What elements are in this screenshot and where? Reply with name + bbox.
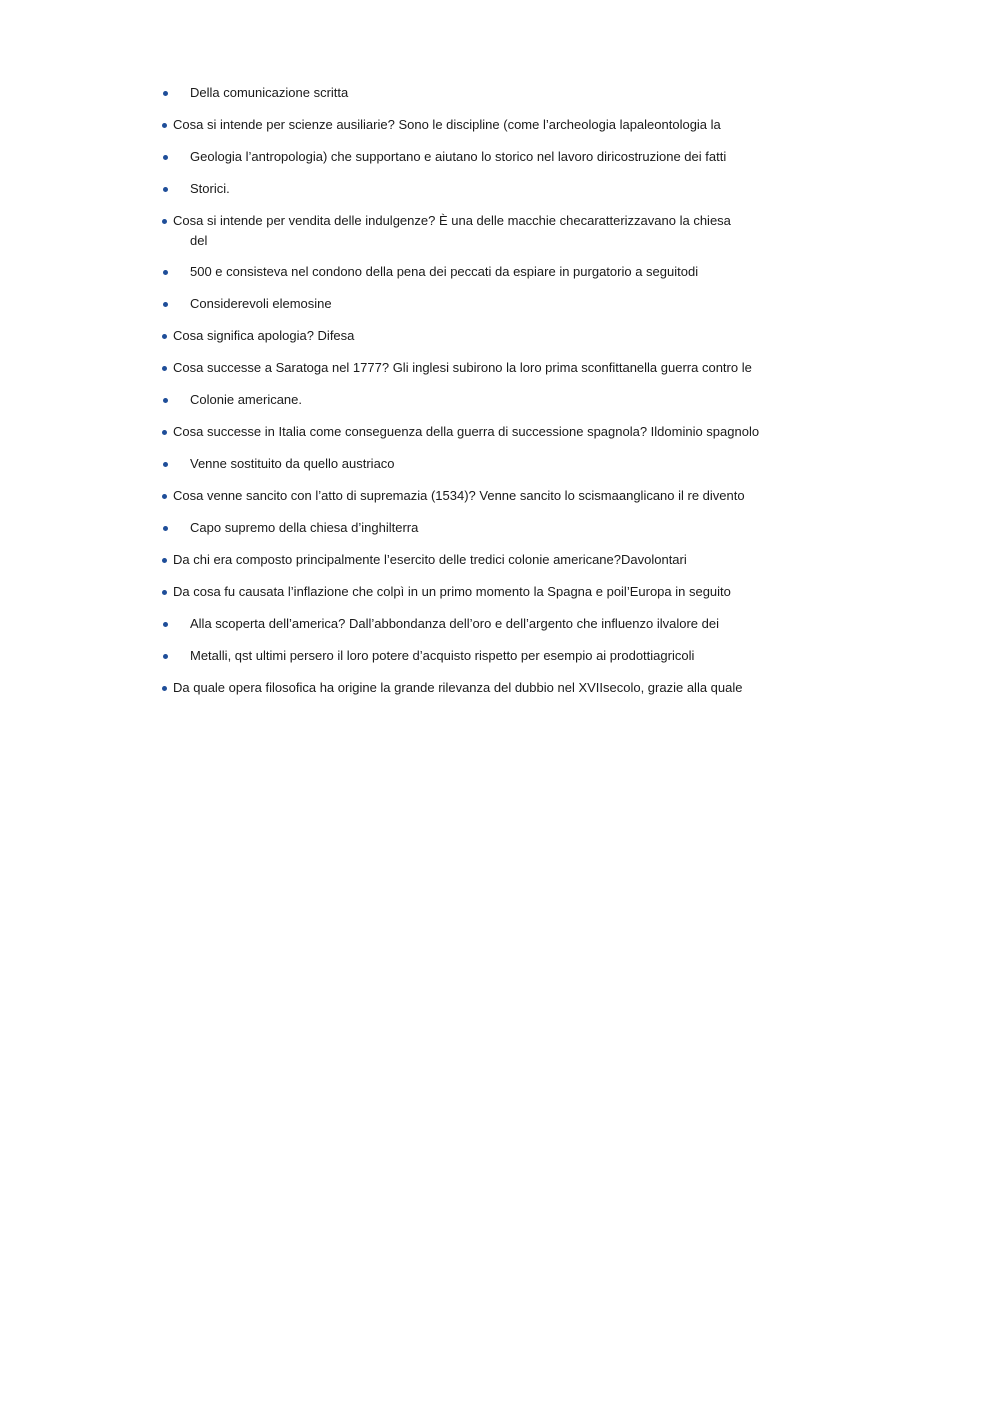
list-item [160, 116, 800, 134]
list-item-text: Cosa si intende per vendita delle indulgenze? È una delle macchie checaratterizzavano la chiesa [173, 213, 731, 228]
list-item [160, 551, 800, 569]
list-item-text: Venne sostituito da quello austriaco [190, 456, 395, 471]
bullet-icon [162, 366, 167, 371]
list-item [160, 455, 800, 473]
list-item [160, 295, 800, 313]
list-item-text: 500 e consisteva nel condono della pena dei peccati da espiare in purgatorio a seguitodi [190, 264, 699, 279]
bullet-icon [163, 654, 168, 659]
list-item-text: Considerevoli elemosine [190, 296, 332, 311]
list-item [160, 84, 800, 102]
list-item-text: Da chi era composto principalmente l’esercito delle tredici colonie americane?Davolontari [173, 552, 687, 567]
bullet-icon [162, 558, 167, 563]
list-item [160, 148, 800, 166]
list-item-text: Cosa successe in Italia come conseguenza della guerra di successione spagnola? Ildominio spagnolo [173, 424, 760, 439]
bullet-list [160, 84, 800, 711]
list-item [160, 359, 800, 377]
list-item [160, 212, 800, 252]
list-item [160, 615, 800, 633]
list-item-text: Cosa significa apologia? Difesa [173, 328, 355, 343]
bullet-icon [162, 334, 167, 339]
list-item-text: Cosa venne sancito con l’atto di supremazia (1534)? Venne sancito lo scismaanglicano il re divento [173, 488, 745, 503]
list-item-text: Da cosa fu causata l’inflazione che colpì in un primo momento la Spagna e poil’Europa in seguito [173, 584, 731, 599]
list-item-text: Della comunicazione scritta [190, 85, 349, 100]
list-item [160, 327, 800, 345]
list-item-text: Storici. [190, 181, 230, 196]
bullet-icon [163, 270, 168, 275]
list-item [160, 487, 800, 505]
list-item-text: Alla scoperta dell’america? Dall’abbondanza dell’oro e dell’argento che influenzo ilvalore dei [190, 616, 719, 631]
bullet-icon [163, 302, 168, 307]
list-item-text: Colonie americane. [190, 392, 303, 407]
bullet-icon [163, 526, 168, 531]
list-item [160, 423, 800, 441]
list-item [160, 391, 800, 409]
list-item-text: Cosa successe a Saratoga nel 1777? Gli inglesi subirono la loro prima sconfittanella guerra contro le [173, 360, 752, 375]
list-item [160, 519, 800, 537]
bullet-icon [163, 398, 168, 403]
bullet-icon [162, 219, 167, 224]
bullet-icon [163, 462, 168, 467]
list-item [160, 679, 800, 697]
bullet-icon [162, 686, 167, 691]
list-item-text: Metalli, qst ultimi persero il loro potere d’acquisto rispetto per esempio ai prodottiagricoli [190, 648, 695, 663]
bullet-icon [163, 155, 168, 160]
list-item [160, 263, 800, 281]
list-item [160, 180, 800, 198]
list-item [160, 583, 800, 601]
list-item-text: Da quale opera filosofica ha origine la grande rilevanza del dubbio nel XVIIsecolo, grazie alla quale [173, 680, 743, 695]
bullet-icon [163, 187, 168, 192]
list-item-continuation: del [190, 233, 208, 248]
bullet-icon [162, 494, 167, 499]
list-item-text: Capo supremo della chiesa d’inghilterra [190, 520, 419, 535]
list-item-text: Cosa si intende per scienze ausiliarie? Sono le discipline (come l’archeologia lapaleontologia la [173, 117, 721, 132]
list-item [160, 647, 800, 665]
list-item-text: Geologia l’antropologia) che supportano e aiutano lo storico nel lavoro diricostruzione dei fatti [190, 149, 727, 164]
bullet-icon [162, 590, 167, 595]
bullet-icon [162, 430, 167, 435]
bullet-icon [162, 123, 167, 128]
bullet-icon [163, 91, 168, 96]
bullet-icon [163, 622, 168, 627]
